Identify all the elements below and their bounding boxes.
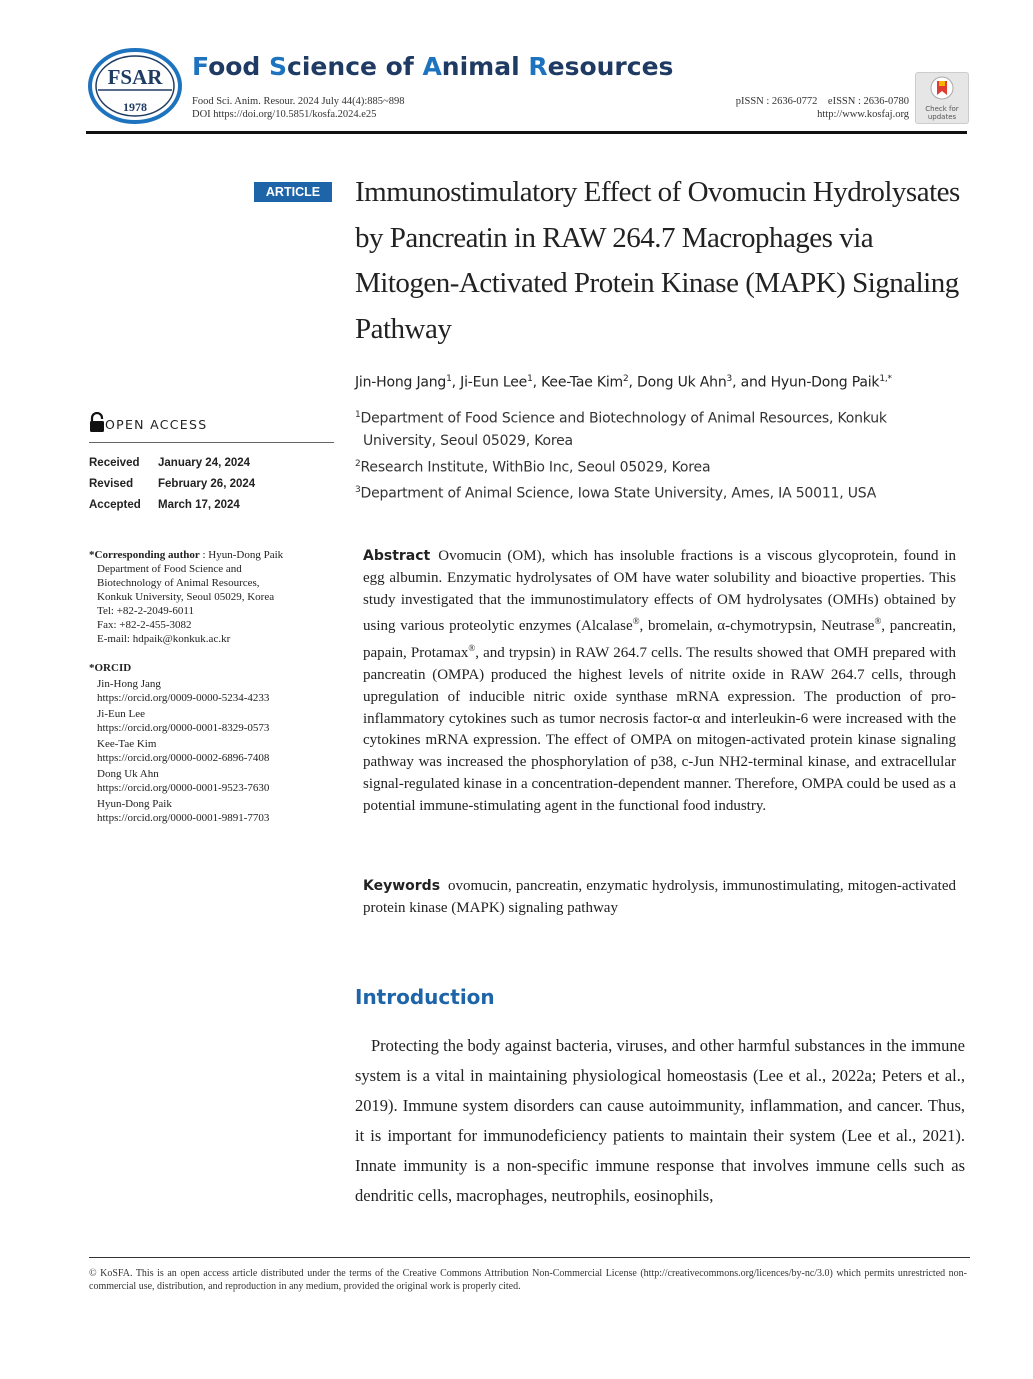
citation: Food Sci. Anim. Resour. 2024 July 44(4):885~898 — [192, 96, 405, 107]
article-title: Immunostimulatory Effect of Ovomucin Hydrolysates by Pancreatin in RAW 264.7 Macrophages via Mitogen-Activated Protein Kinase (MAPK) Signaling Pathway — [355, 176, 960, 345]
introduction-paragraph: Protecting the body against bacteria, viruses, and other harmful substances in the immune system is a vital in maintaining physiological homeostasis (Lee et al., 2022a; Peters et al., 2019). Immune system disorders can cause autoimmunity, inflammation, and cancer. Thus, it is important for immunodeficiency patients to maintain their system (Lee et al., 2021). Innate immunity is a non-specific immune response that involves immune cells such as dendritic cells, macrophages, neutrophils, eosinophils, — [355, 1036, 965, 1205]
author: Ji-Eun Lee — [460, 374, 528, 391]
affiliation-list — [355, 404, 955, 505]
open-access-divider — [89, 442, 334, 443]
logo-year: 1978 — [123, 100, 147, 114]
website-link[interactable]: http://www.kosfaj.org — [817, 109, 909, 120]
abstract-label: Abstract — [363, 548, 431, 564]
orcid-link[interactable]: https://orcid.org/0000-0001-9523-7630 — [97, 782, 270, 794]
doi-link[interactable]: DOI https://doi.org/10.5851/kosfa.2024.e25 — [192, 109, 377, 120]
affiliation: $^2$Research Institute, WithBio Inc, Seoul 05029, Korea — [355, 458, 711, 476]
check-updates-label: Check for updates — [925, 105, 959, 121]
keywords-label: Keywords — [363, 878, 441, 894]
issn-info — [736, 95, 909, 121]
affiliation: $^3$Department of Animal Science, Iowa State University, Ames, IA 50011, USA — [355, 484, 877, 502]
orcid-list: *ORCID Jin-Hong Jang https://orcid.org/0009-0000-5234-4233 Ji-Eun Lee https://orcid.org/0000-0001-8329-0573 Kee-Tae Kim https://orcid.org/0000-0002-6896-7408 Dong Uk Ahn https://orcid.org/0000-0001-9523-7630 Hyun-Dong Paik https://orcid.org/0000-0001-9891-7703 — [89, 661, 329, 825]
issn: pISSN : 2636-0772 eISSN : 2636-0780 — [735, 96, 909, 107]
author: Kee-Tae Kim — [541, 374, 623, 391]
affiliation-continuation: University, Seoul 05029, Korea — [363, 433, 573, 450]
corresponding-author: *Corresponding author : Hyun-Dong Paik Department of Food Science and Biotechnology of Animal Resources, Konkuk University, Seoul 05029, Korea Tel: +82-2-2049-6011 Fax: +82-2-455-3082 E-mail: hdpaik@konkuk.ac.kr — [89, 548, 329, 646]
license-footer: © KoSFA. This is an open access article distributed under the terms of the Creative Commons Attribution Non-Commercial License (http://creativecommons.org/licences/by-nc/3.0) which permits unrestricted non-commercial use, distribution, and reproduction in any medium, provided the original work is properly cited. — [89, 1268, 967, 1292]
bookmark-icon — [916, 73, 968, 105]
journal-title: Food Science of Animal Resources — [192, 52, 674, 81]
corresponding-email[interactable]: E-mail: hdpaik@konkuk.ac.kr — [97, 633, 231, 645]
orcid-link[interactable]: https://orcid.org/0000-0001-8329-0573 — [97, 722, 270, 734]
footer-divider — [89, 1257, 970, 1258]
journal-logo — [88, 47, 184, 125]
citation-info — [192, 95, 404, 121]
orcid-link[interactable]: https://orcid.org/0000-0002-6896-7408 — [97, 752, 270, 764]
logo-text: FSAR — [107, 65, 163, 89]
open-access-label: OPEN ACCESS — [89, 412, 334, 432]
author: Dong Uk Ahn — [637, 374, 727, 391]
date-accepted: Accepted March 17, 2024 — [89, 499, 240, 511]
affiliation: $^1$Department of Food Science and Biotechnology of Animal Resources, Konkuk — [355, 410, 887, 427]
keywords: Keywords ovomucin, pancreatin, enzymatic hydrolysis, immunostimulating, mitogen-activated protein kinase (MAPK) signaling pathway — [363, 878, 956, 916]
article-type-badge: ARTICLE — [254, 182, 332, 202]
orcid-link[interactable]: https://orcid.org/0000-0001-9891-7703 — [97, 812, 270, 824]
header-divider — [86, 131, 967, 134]
author: Jin-Hong Jang — [355, 374, 447, 391]
author: Hyun-Dong Paik — [770, 374, 880, 391]
orcid-link[interactable]: https://orcid.org/0009-0000-5234-4233 — [97, 692, 270, 704]
article-dates — [89, 453, 255, 516]
abstract: Abstract Ovomucin (OM), which has insoluble fractions is a viscous glycoprotein, found in egg albumin. Enzymatic hydrolysates of OM have water solubility and bioactive properties. This study investigated that the immunostimulatory effects of OM hydrolysates (OMHs) obtained by using various proteolytic enzymes (Alcalase®, bromelain, α-chymotrypsin, Neutrase®, pancreatin, papain, Protamax®, and trypsin) in RAW 264.7 cells. The results showed that OMH prepared with pancreatin (OMPA) produced the highest levels of nitrite oxide in RAW 264.7 cells, through upregulation of inducible nitric oxide synthase mRNA expression. The production of pro-inflammatory cytokines such as tumor necrosis factor-α and interleukin-6 were increased with the cytokines mRNA expression. The effect of OMPA on mitogen-activated protein kinase signaling pathway was increased the phosphorylation of p38, c-Jun NH2-terminal kinase, and extracellular signal-regulated kinase in a concentration-dependent manner. Therefore, OMPA could be used as a potential immune-stimulating agent in the functional food industry. — [363, 548, 956, 814]
check-for-updates-button[interactable] — [915, 72, 969, 124]
section-heading-introduction: Introduction — [355, 985, 495, 1009]
date-received: Received January 24, 2024 — [89, 457, 251, 469]
date-revised: Revised February 26, 2024 — [89, 478, 256, 490]
open-lock-icon — [89, 412, 105, 432]
author-list: Jin-Hong Jang$^1$, Ji-Eun Lee$^1$, Kee-Tae Kim$^2$, Dong Uk Ahn$^3$, and Hyun-Dong Paik$^{1,*}$ — [355, 374, 892, 391]
